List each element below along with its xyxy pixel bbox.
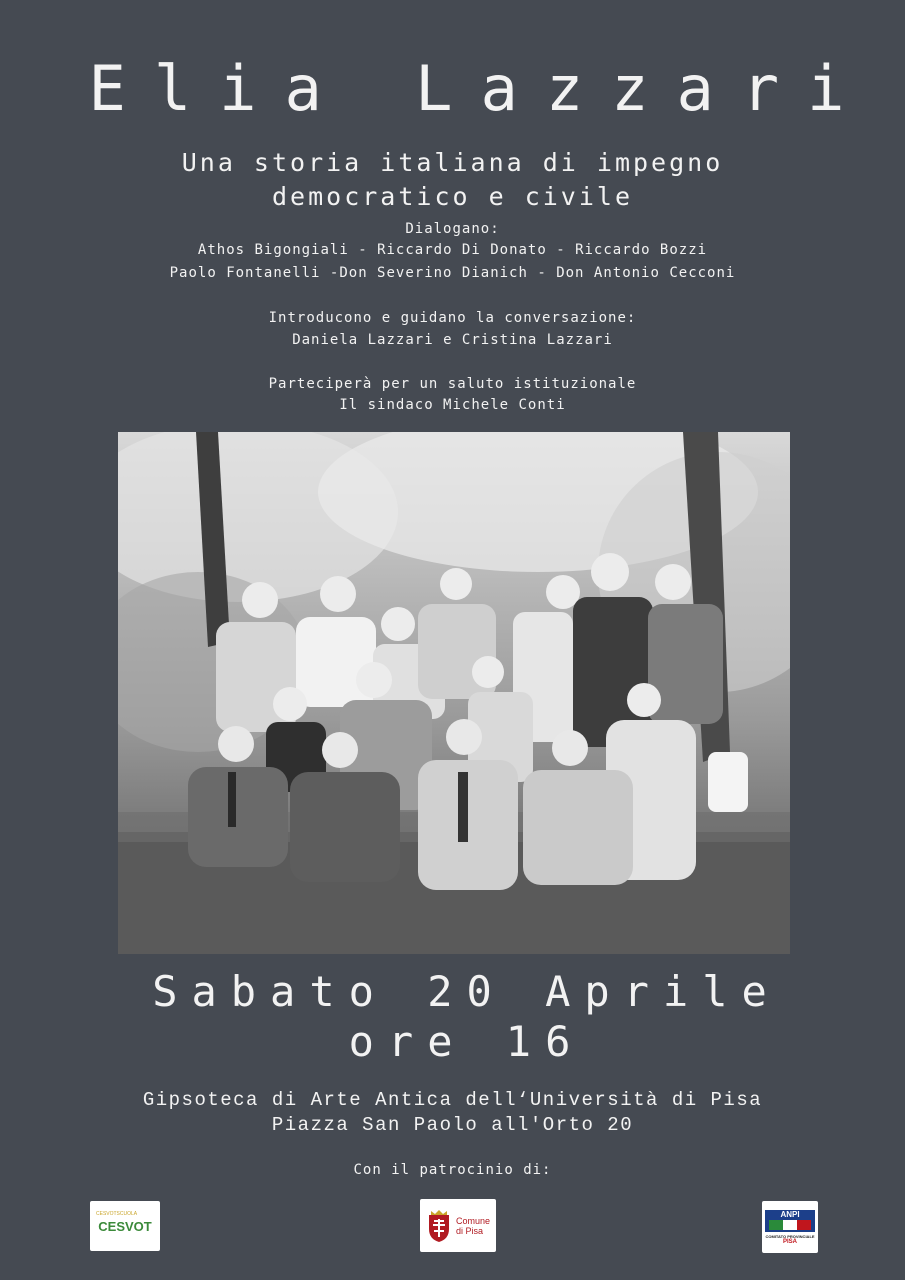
patrocinio-label: Con il patrocinio di: xyxy=(353,1162,552,1178)
group-photo xyxy=(118,432,790,954)
venue-line1: Gipsoteca di Arte Antica dell‘Università di Pisa xyxy=(142,1089,763,1111)
anpi-name: ANPI xyxy=(780,1209,800,1219)
introduzione-names: Daniela Lazzari e Cristina Lazzari xyxy=(292,332,613,348)
venue-line2: Piazza San Paolo all'Orto 20 xyxy=(271,1114,634,1136)
cesvot-small-text: CESVOTSCUOLA xyxy=(96,1211,138,1217)
pisa-line1: Comune xyxy=(455,1215,491,1226)
poster-title: Elia Lazzari xyxy=(88,52,873,125)
subtitle-line2: democratico e civile xyxy=(271,182,634,211)
pisa-crest-icon xyxy=(426,1209,452,1243)
subtitle-line1: Una storia italiana di impegno xyxy=(181,148,724,177)
anpi-logo xyxy=(762,1201,818,1253)
saluto-name: Il sindaco Michele Conti xyxy=(339,397,566,413)
saluto-label: Parteciperà per un saluto istituzionale xyxy=(268,376,637,392)
cesvot-name: CESVOT xyxy=(98,1218,152,1234)
dialogano-label: Dialogano: xyxy=(405,221,500,237)
cesvot-logo xyxy=(90,1201,160,1251)
comune-pisa-logo xyxy=(420,1199,496,1252)
dialogano-names-line1: Athos Bigongiali - Riccardo Di Donato - Riccardo Bozzi xyxy=(197,242,708,258)
event-date: Sabato 20 Aprile xyxy=(152,967,781,1016)
anpi-city: PISA xyxy=(782,1238,797,1245)
pisa-line2: di Pisa xyxy=(455,1225,483,1236)
dialogano-names-line2: Paolo Fontanelli -Don Severino Dianich - Don Antonio Cecconi xyxy=(169,265,736,281)
introduzione-label: Introducono e guidano la conversazione: xyxy=(268,310,637,326)
pisa-text-block xyxy=(452,1216,490,1236)
event-time: ore 16 xyxy=(348,1017,585,1066)
anpi-subtitle: COMITATO PROVINCIALE xyxy=(765,1233,815,1239)
